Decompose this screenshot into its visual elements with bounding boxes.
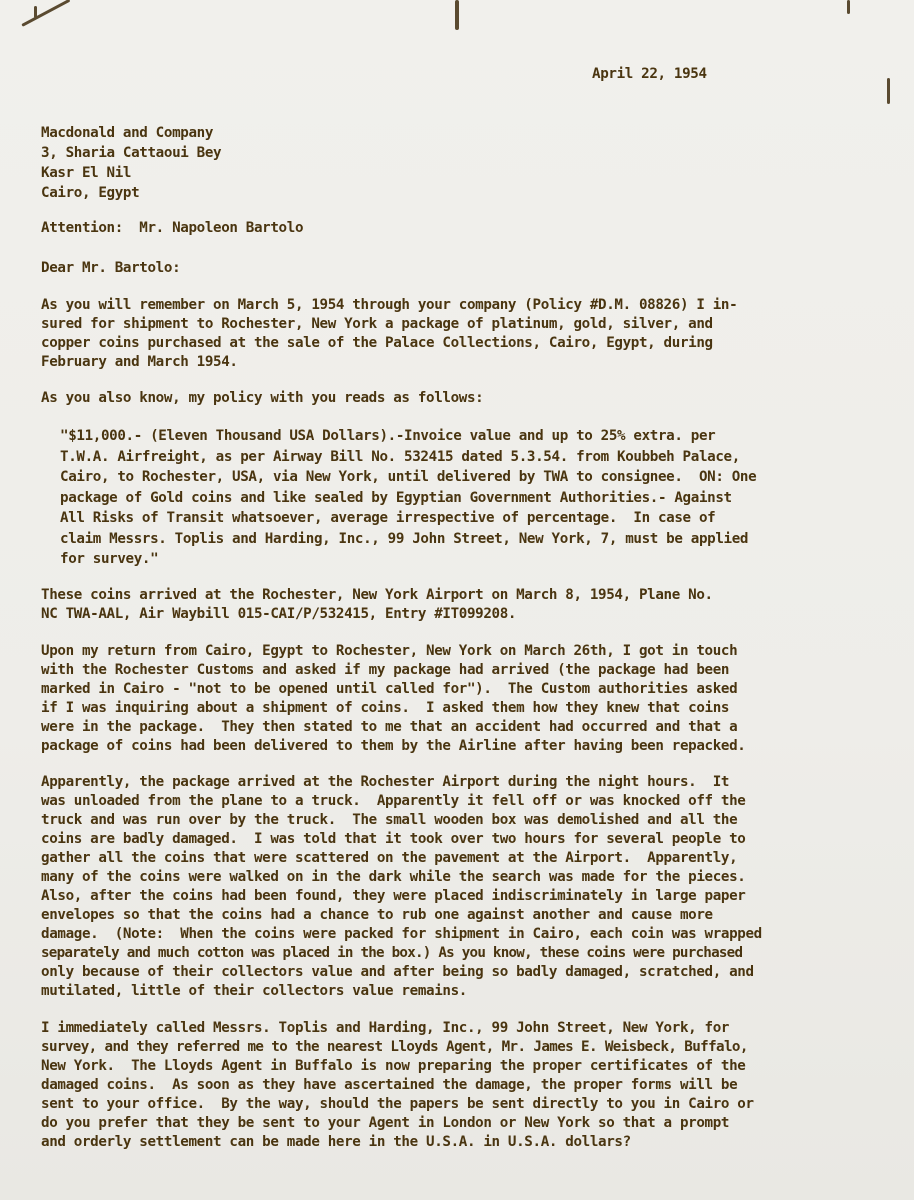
text-line: were in the package. They then stated to me that an accident had occurred and that a [41,719,738,735]
text-line: I immediately called Messrs. Toplis and Harding, Inc., 99 John Street, New York, for [41,1020,730,1036]
text-line: damaged coins. As soon as they have ascertained the damage, the proper forms will be [41,1077,738,1093]
text-line: sured for shipment to Rochester, New York a package of platinum, gold, silver, and [41,316,713,332]
text-line: with the Rochester Customs and asked if my package had arrived (the package had been [41,662,730,678]
text-line: Also, after the coins had been found, they were placed indiscriminately in large paper [41,888,746,904]
quote-line: for survey." [60,551,159,567]
quote-line: Cairo, to Rochester, USA, via New York, until delivered by TWA to consignee. ON: One [60,469,757,485]
text-line: only because of their collectors value and after being so badly damaged, scratched, and [41,964,754,980]
quote-line: package of Gold coins and like sealed by Egyptian Government Authorities.- Against [60,490,732,506]
text-line: envelopes so that the coins had a chance to rub one against another and cause more [41,907,713,923]
text-line: and orderly settlement can be made here in the U.S.A. in U.S.A. dollars? [41,1134,631,1150]
text-line: truck and was run over by the truck. The small wooden box was demolished and all the [41,812,738,828]
text-line: survey, and they referred me to the nearest Lloyds Agent, Mr. James E. Weisbeck, Buffalo, [41,1039,748,1055]
text-line: gather all the coins that were scattered on the pavement at the Airport. Apparently, [41,850,738,866]
quote-line: All Risks of Transit whatsoever, average irrespective of percentage. In case of [60,510,716,526]
text-line: Upon my return from Cairo, Egypt to Rochester, New York on March 26th, I got in touch [41,643,738,659]
text-line: many of the coins were walked on in the dark while the search was made for the pieces. [41,869,746,885]
attention-line: Attention: Mr. Napoleon Bartolo [41,220,304,236]
address-line: 3, Sharia Cattaoui Bey [41,145,222,161]
text-line: separately and much cotton was placed in the box.) As you know, these coins were purchased [41,945,743,961]
text-line: package of coins had been delivered to them by the Airline after having been repacked. [41,738,746,754]
text-line: if I was inquiring about a shipment of coins. I asked them how they knew that coins [41,700,730,716]
text-line: These coins arrived at the Rochester, New York Airport on March 8, 1954, Plane No. [41,587,713,603]
text-line: damage. (Note: When the coins were packed for shipment in Cairo, each coin was wrapped [41,926,762,942]
text-line: do you prefer that they be sent to your Agent in London or New York so that a prompt [41,1115,730,1131]
text-line: copper coins purchased at the sale of the Palace Collections, Cairo, Egypt, during [41,335,713,351]
text-line: February and March 1954. [41,354,238,370]
paragraph-2: As you also know, my policy with you reads as follows: [41,390,484,406]
quote-line: claim Messrs. Toplis and Harding, Inc., 99 John Street, New York, 7, must be applied [60,531,749,547]
address-line: Kasr El Nil [41,165,132,181]
quote-line: "$11,000.- (Eleven Thousand USA Dollars).-Invoice value and up to 25% extra. per [60,428,716,444]
text-line: was unloaded from the plane to a truck. Apparently it fell off or was knocked off the [41,793,746,809]
address-line: Macdonald and Company [41,125,214,141]
text-line: sent to your office. By the way, should the papers be sent directly to you in Cairo or [41,1096,754,1112]
salutation: Dear Mr. Bartolo: [41,260,181,276]
text-line: New York. The Lloyds Agent in Buffalo is now preparing the proper certificates of the [41,1058,746,1074]
letter-date: April 22, 1954 [592,66,707,82]
quote-line: T.W.A. Airfreight, as per Airway Bill No. 532415 dated 5.3.54. from Koubbeh Palace, [60,449,740,465]
text-line: mutilated, little of their collectors value remains. [41,983,467,999]
text-line: marked in Cairo - "not to be opened until called for"). The Custom authorities asked [41,681,738,697]
text-line: Apparently, the package arrived at the Rochester Airport during the night hours. It [41,774,730,790]
address-line: Cairo, Egypt [41,185,140,201]
text-line: As you will remember on March 5, 1954 through your company (Policy #D.M. 08826) I in- [41,297,738,313]
text-line: NC TWA-AAL, Air Waybill 015-CAI/P/532415, Entry #IT099208. [41,606,517,622]
text-line: coins are badly damaged. I was told that it took over two hours for several people to [41,831,746,847]
